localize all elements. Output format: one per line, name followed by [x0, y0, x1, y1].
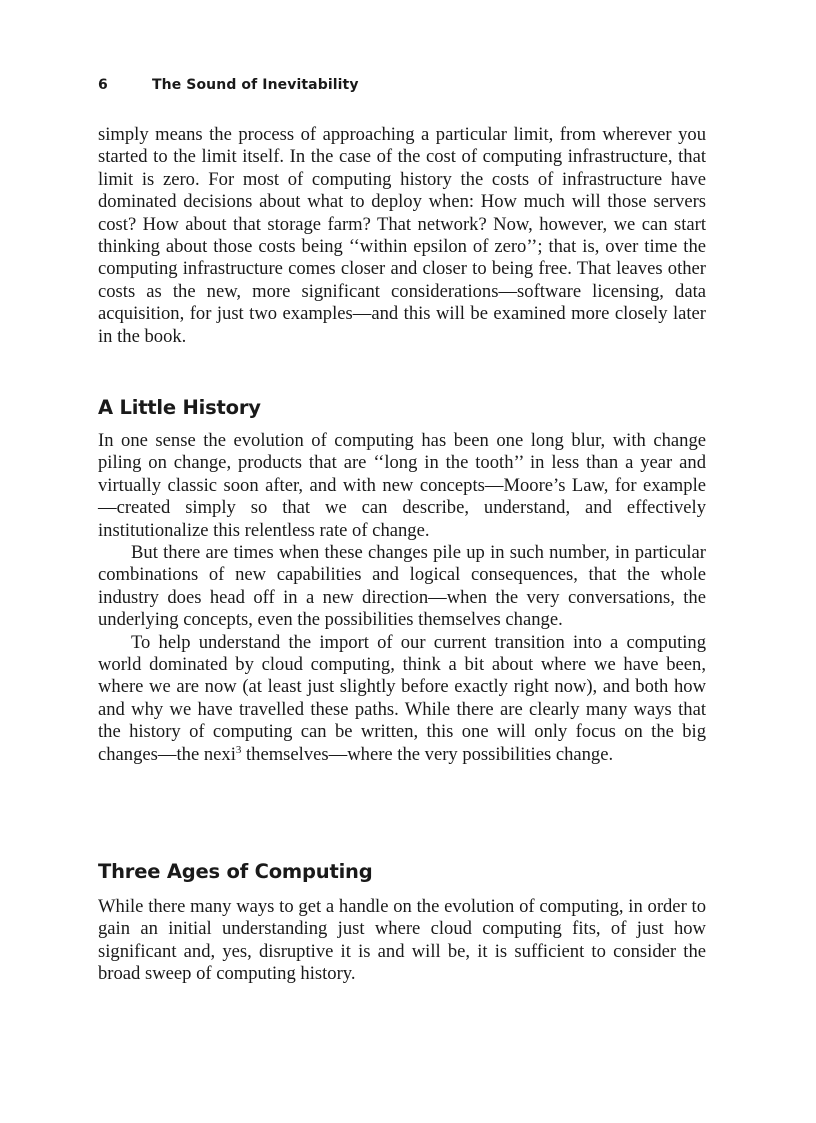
page-number: 6: [98, 77, 108, 93]
paragraph: While there many ways to get a handle on the evolution of computing, in order to gain an initial understanding just where cloud computing fits, of just how significant and, yes, disruptive it is and will be, it is sufficient to consider the broad sweep of computing history.: [98, 896, 706, 985]
footnote-reference[interactable]: 3: [235, 743, 242, 756]
running-title: The Sound of Inevitability: [152, 77, 359, 93]
running-header: [98, 77, 359, 93]
intro-text: [98, 124, 706, 348]
paragraph: [98, 632, 706, 766]
section-body: [98, 896, 706, 986]
paragraph: simply means the process of approaching a particular limit, from wherever you started to the limit itself. In the case of the cost of computing infrastructure, that limit is zero. For most of computing history the costs of infrastructure have dominated decisions about what to deploy when: How much will those servers cost? How about that storage farm? That network? Now, however, we can start thinking about those costs being ‘‘within epsilon of zero’’; that is, over time the computing infrastructure comes closer and closer to being free. That leaves other costs as the new, more significant considerations—software licensing, data acquisition, for just two examples—and this will be examined more closely later in the book.: [98, 124, 706, 347]
paragraph: In one sense the evolution of computing has been one long blur, with change piling on change, products that are ‘‘long in the tooth’’ in less than a year and virtually classic soon after, and with new concepts—Moore’s Law, for example—created simply so that we can describe, understand, and effectively institutionalize this relentless rate of change.: [98, 430, 706, 541]
paragraph-text: To help understand the import of our current transition into a computing world dominated by cloud computing, think a bit about where we have been, where we are now (at least just slightly before exactly right now), and both how and why we have travelled these paths. While there are clearly many ways that the history of computing can be written, this one will only focus on the big changes—the nexi: [98, 631, 706, 765]
section-heading: Three Ages of Computing: [98, 860, 373, 883]
paragraph: But there are times when these changes pile up in such number, in particular combinations of new capabilities and logical consequences, that the whole industry does head off in a new direction—when the very conversations, the underlying concepts, even the possibilities themselves change.: [98, 542, 706, 631]
section-body: [98, 430, 706, 766]
paragraph-text: themselves—where the very possibilities change.: [241, 743, 614, 765]
section-heading: A Little History: [98, 396, 261, 419]
